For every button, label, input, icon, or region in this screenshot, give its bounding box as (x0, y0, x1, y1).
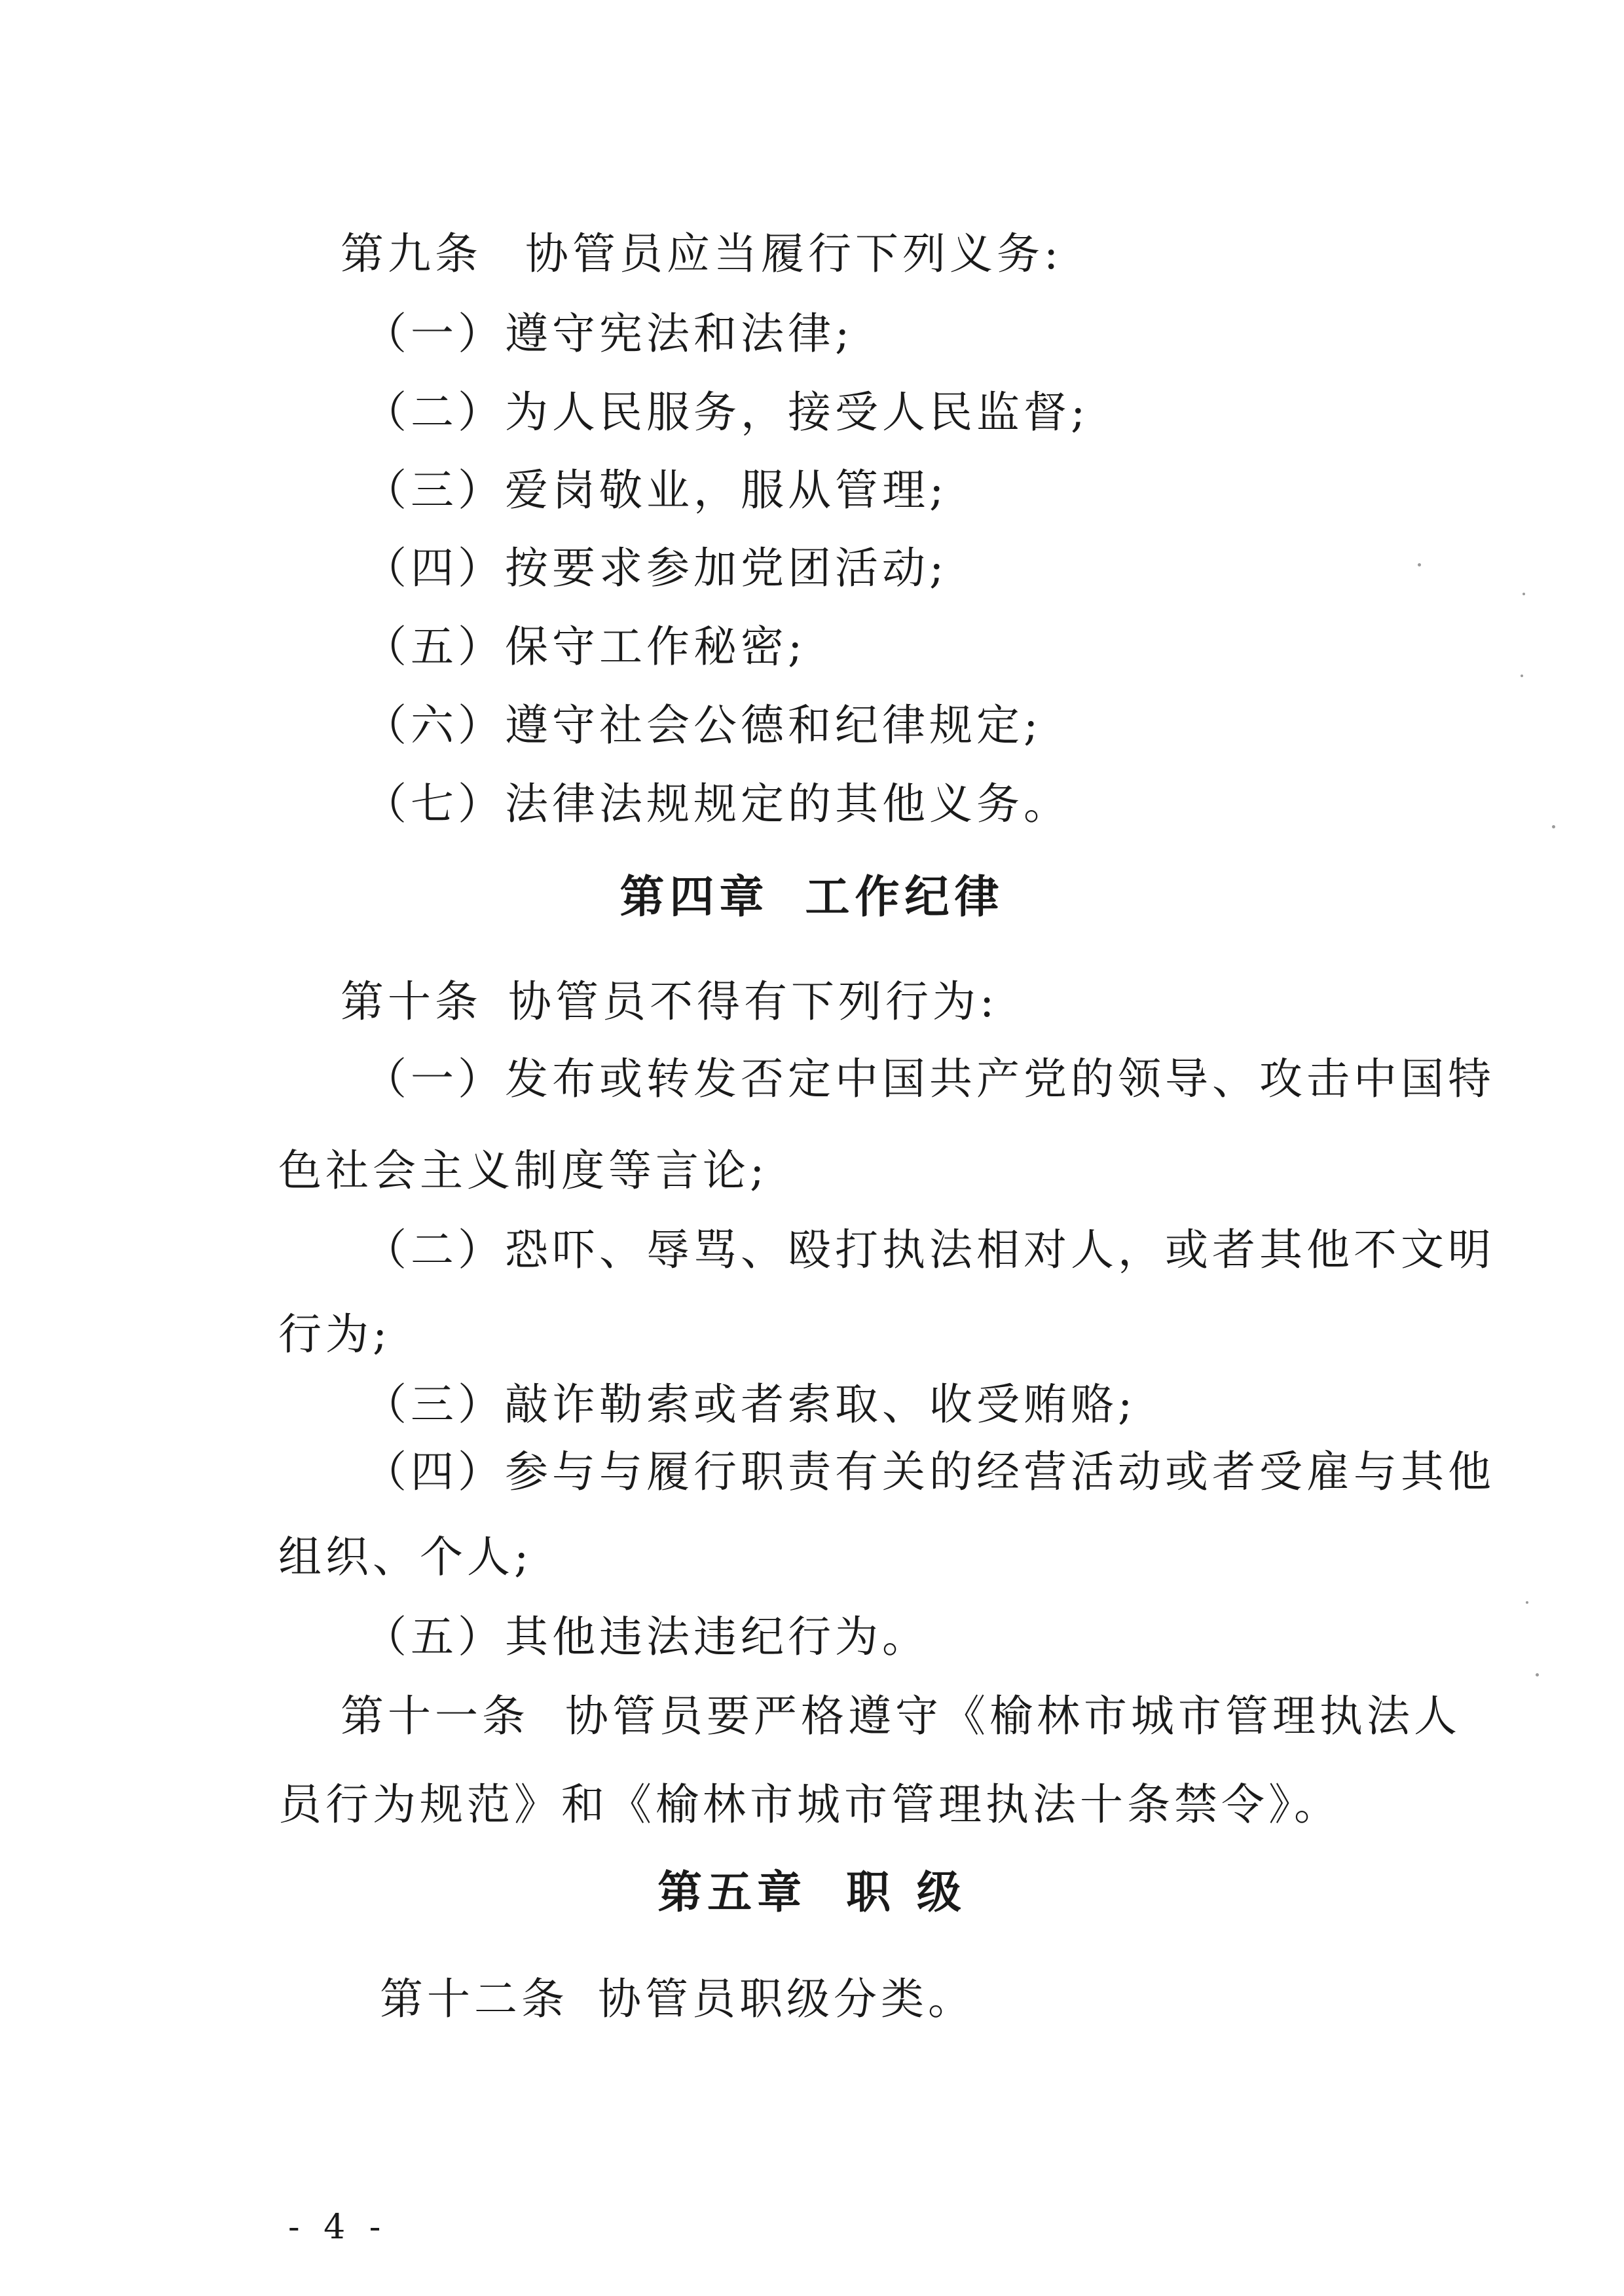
scan-speck (1418, 563, 1421, 566)
scan-speck (1526, 1601, 1528, 1604)
article-11-line-1 (341, 1691, 1461, 1741)
article-10-heading-line (341, 976, 999, 1027)
article-9-item-6: （六）遵守社会公德和纪律规定; (363, 700, 1043, 750)
article-10-lead: 协管员不得有下列行为: (508, 976, 999, 1027)
scan-speck (1522, 593, 1525, 595)
article-10-item-1-line-2: 色社会主义制度等言论; (278, 1145, 769, 1196)
article-10-item-4-line-2: 组织、个人; (278, 1532, 533, 1582)
chapter-4-number: 第四章 (619, 871, 769, 923)
article-9-item-4: （四）按要求参加党团活动; (363, 543, 948, 593)
article-9-item-3: （三）爱岗敬业，服从管理; (363, 465, 948, 515)
article-10-item-5: （五）其他违法违纪行为。 (363, 1612, 929, 1662)
article-10-item-3: （三）敲诈勒索或者索取、收受贿赂; (363, 1379, 1137, 1430)
article-10-title: 第十条 (341, 976, 482, 1027)
chapter-4-title: 工作纪律 (805, 871, 1005, 923)
article-10-item-2-line-2: 行为; (278, 1309, 392, 1360)
article-12-title: 第十二条 (380, 1974, 568, 2024)
article-11-text-1: 协管员要严格遵守《榆林市城市管理执法人 (565, 1691, 1461, 1741)
article-9-heading-line (341, 229, 1063, 279)
article-11-title: 第十一条 (341, 1691, 529, 1741)
article-10-item-4-line-1: （四）参与与履行职责有关的经营活动或者受雇与其他 (363, 1447, 1495, 1497)
scan-speck (1552, 825, 1555, 828)
article-11-line-2: 员行为规范》和《榆林市城市管理执法十条禁令》。 (278, 1779, 1341, 1830)
article-9-item-7: （七）法律法规规定的其他义务。 (363, 779, 1071, 829)
chapter-5-number: 第五章 (657, 1866, 807, 1919)
article-9-item-5: （五）保守工作秘密; (363, 621, 807, 672)
article-12-lead: 协管员职级分类。 (598, 1974, 975, 2024)
chapter-5-heading (0, 1866, 1624, 1919)
article-9-item-2: （二）为人民服务，接受人民监督; (363, 387, 1090, 437)
article-9-item-1: （一）遵守宪法和法律; (363, 308, 854, 359)
article-9-lead: 协管员应当履行下列义务: (525, 229, 1063, 279)
page-number: - 4 - (288, 2208, 388, 2247)
article-10-item-1-line-1: （一）发布或转发否定中国共产党的领导、攻击中国特 (363, 1054, 1495, 1104)
article-12-line (380, 1974, 975, 2024)
article-10-item-2-line-1: （二）恐吓、辱骂、殴打执法相对人，或者其他不文明 (363, 1225, 1495, 1275)
scan-speck (1521, 675, 1523, 677)
scan-speck (1536, 1673, 1539, 1676)
chapter-5-title: 职 级 (846, 1866, 967, 1919)
chapter-4-heading (0, 871, 1624, 923)
article-9-title: 第九条 (341, 229, 482, 279)
